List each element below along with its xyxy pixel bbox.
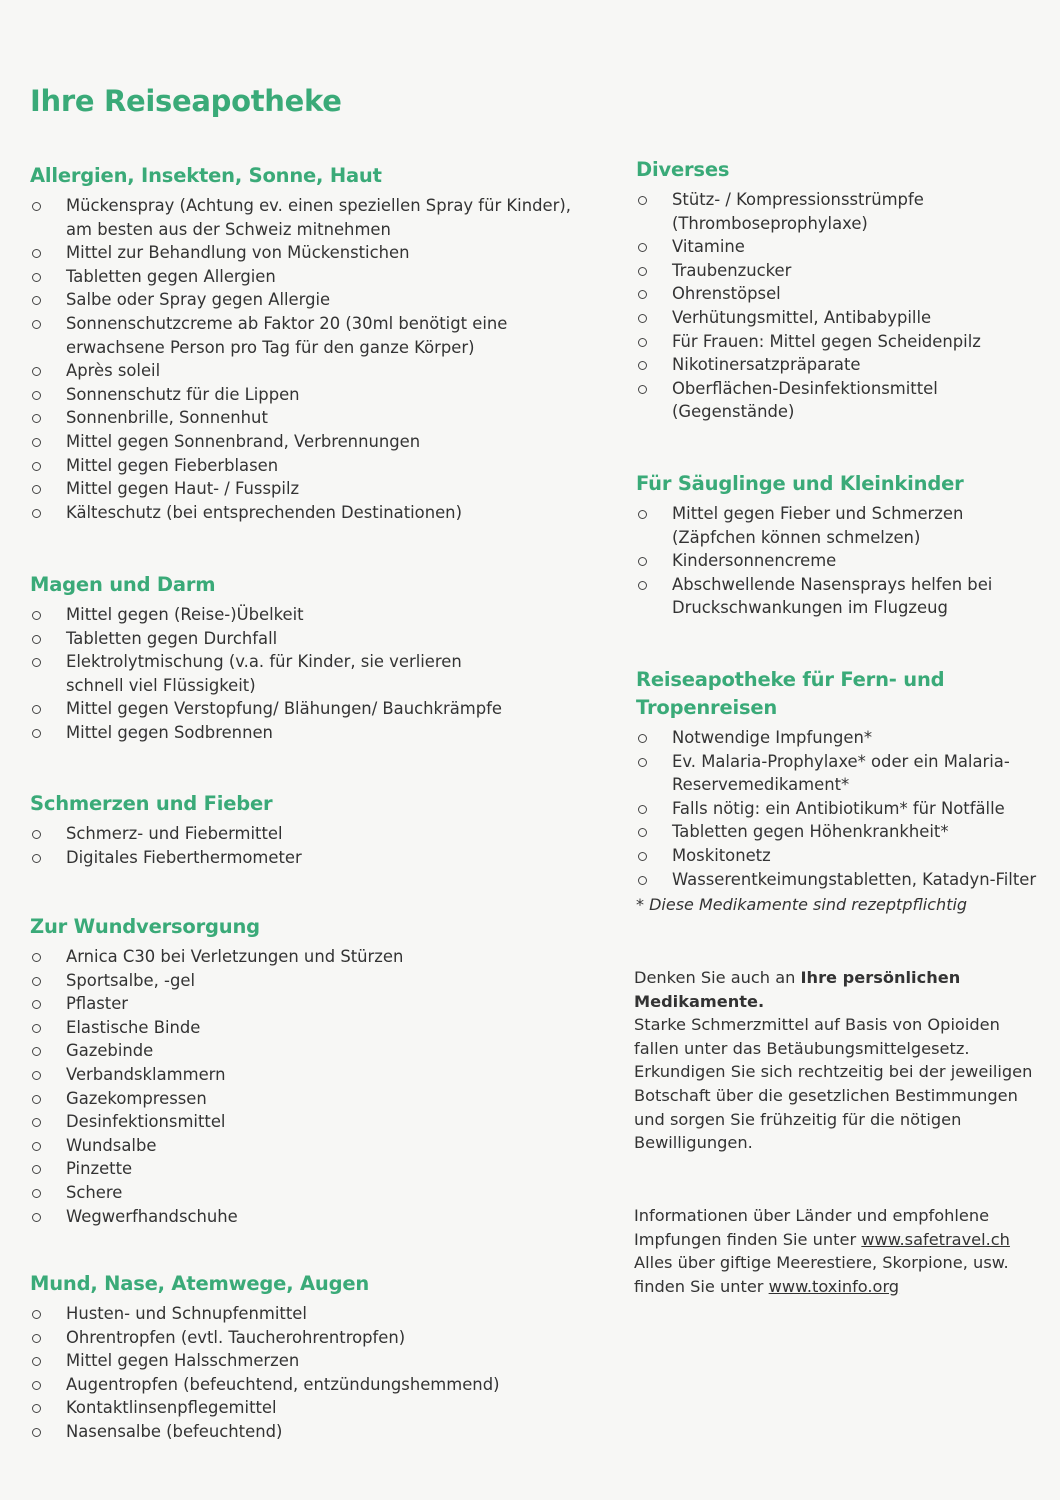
list-item-text: Vitamine [672, 237, 745, 257]
list-item-text: Reservemedikament* [672, 775, 850, 795]
list-item [30, 454, 590, 478]
list-item [30, 650, 590, 697]
circle-bullet-icon [32, 611, 41, 620]
personal-body-3: Botschaft über die gesetzlichen Bestimmungen [634, 1085, 1018, 1105]
list-item [30, 383, 590, 407]
circle-bullet-icon [32, 391, 41, 400]
list-item [30, 1326, 590, 1350]
list-item [30, 1373, 590, 1397]
list-item [30, 1396, 590, 1420]
circle-bullet-icon [32, 509, 41, 518]
list-item-text: Desinfektionsmittel [66, 1112, 226, 1132]
personal-body-5: Bewilligungen. [634, 1133, 753, 1153]
list-item [30, 1157, 590, 1181]
circle-bullet-icon [32, 462, 41, 471]
list-item-text: Kindersonnencreme [672, 551, 837, 571]
list-item [636, 306, 1046, 330]
list-item [636, 844, 1046, 868]
section-heading-line: Diverses [636, 158, 730, 181]
circle-bullet-icon [32, 1310, 41, 1319]
circle-bullet-icon [32, 1189, 41, 1198]
personal-body-1: fallen unter das Betäubungsmittelgesetz. [634, 1038, 970, 1058]
list-item [30, 265, 590, 289]
info-line-4-text: finden Sie unter [634, 1276, 769, 1296]
list-item-text: Kontaktlinsenpflegemittel [66, 1398, 277, 1418]
personal-line-1-text: Denken Sie auch an [634, 968, 801, 987]
list-item-text: Abschwellende Nasensprays helfen bei [672, 574, 993, 594]
circle-bullet-icon [32, 1381, 41, 1390]
list-item [30, 1134, 590, 1158]
circle-bullet-icon [32, 658, 41, 667]
list-item-text: Nikotinersatzpräparate [672, 355, 861, 375]
list-item-text: erwachsene Person pro Tag für den ganze Körper) [66, 337, 475, 357]
list-item-text: Tabletten gegen Durchfall [66, 628, 278, 648]
list-item [636, 502, 1046, 549]
list-item [30, 603, 590, 627]
list-item-text: Traubenzucker [672, 260, 792, 280]
personal-body-4: und sorgen Sie frühzeitig für die nötigen [634, 1109, 962, 1129]
list-item-text: Mittel gegen Sodbrennen [66, 722, 273, 742]
circle-bullet-icon [638, 758, 647, 767]
circle-bullet-icon [32, 1118, 41, 1127]
list-item [30, 501, 590, 525]
list-item [30, 627, 590, 651]
list-item [30, 430, 590, 454]
circle-bullet-icon [638, 876, 647, 885]
personal-body-0: Starke Schmerzmittel auf Basis von Opioiden [634, 1015, 1000, 1035]
circle-bullet-icon [32, 1024, 41, 1033]
list-item [636, 188, 1046, 235]
list-item [30, 969, 590, 993]
list-item [636, 797, 1046, 821]
list-item [30, 406, 590, 430]
section-heading-line: Mund, Nase, Atemwege, Augen [30, 1272, 370, 1295]
personal-body-2: Erkundigen Sie sich rechtzeitig bei der jeweiligen [634, 1062, 1033, 1082]
circle-bullet-icon [32, 1165, 41, 1174]
personal-line-1 [634, 966, 1044, 990]
list-item [30, 477, 590, 501]
section-heading-line: Schmerzen und Fieber [30, 792, 273, 815]
circle-bullet-icon [638, 805, 647, 814]
list-item [30, 822, 590, 846]
item-list [30, 603, 590, 745]
list-item [30, 194, 590, 241]
item-list [636, 188, 1046, 424]
list-item [30, 846, 590, 870]
list-item [636, 573, 1046, 620]
list-item-text: Sportsalbe, -gel [66, 970, 196, 990]
circle-bullet-icon [32, 854, 41, 863]
list-item-text: Salbe oder Spray gegen Allergie [66, 290, 331, 310]
list-item [636, 282, 1046, 306]
section-heading [636, 156, 1046, 184]
list-item-text: (Zäpfchen können schmelzen) [672, 527, 921, 547]
list-item [30, 721, 590, 745]
list-item-text: Falls nötig: ein Antibiotikum* für Notfälle [672, 798, 1005, 818]
list-item-text: Gazebinde [66, 1041, 154, 1061]
list-item [636, 820, 1046, 844]
list-item [30, 1087, 590, 1111]
section-heading-line: Allergien, Insekten, Sonne, Haut [30, 164, 382, 187]
list-item-text: Mückenspray (Achtung ev. einen speziellen Spray für Kinder), [66, 196, 571, 215]
list-item [636, 330, 1046, 354]
personal-medication-note [634, 966, 1044, 1155]
list-item-text: Mittel gegen Verstopfung/ Blähungen/ Bauchkrämpfe [66, 699, 503, 719]
list-item-text: Mittel zur Behandlung von Mückenstichen [66, 243, 410, 263]
circle-bullet-icon [32, 1071, 41, 1080]
list-item-text: Augentropfen (befeuchtend, entzündungshemmend) [66, 1374, 500, 1394]
list-item [30, 1110, 590, 1134]
toxinfo-link[interactable]: www.toxinfo.org [768, 1276, 900, 1296]
info-line-2-text: Impfungen finden Sie unter [634, 1229, 862, 1249]
list-item-text: Elektrolytmischung (v.a. für Kinder, sie verlieren [66, 652, 462, 672]
section-magen-darm [30, 571, 590, 745]
list-item-text: Mittel gegen Haut- / Fusspilz [66, 479, 300, 499]
list-item [30, 1302, 590, 1326]
page-title: Ihre Reiseapotheke [30, 84, 342, 118]
section-heading-line: Tropenreisen [636, 696, 778, 719]
personal-line-2: Medikamente. [634, 991, 765, 1011]
circle-bullet-icon [638, 852, 647, 861]
list-item [636, 549, 1046, 573]
section-heading [636, 470, 1046, 498]
circle-bullet-icon [638, 196, 647, 205]
info-line-4 [634, 1275, 1044, 1299]
circle-bullet-icon [32, 705, 41, 714]
list-item-text: Notwendige Impfungen* [672, 728, 873, 747]
circle-bullet-icon [32, 1357, 41, 1366]
circle-bullet-icon [32, 729, 41, 738]
circle-bullet-icon [32, 249, 41, 258]
list-item-text: Moskitonetz [672, 845, 771, 865]
list-item-text: (Gegenstände) [672, 402, 795, 422]
item-list [636, 502, 1046, 620]
list-item [636, 259, 1046, 283]
list-item-text: Schmerz- und Fiebermittel [66, 824, 283, 843]
circle-bullet-icon [32, 977, 41, 986]
circle-bullet-icon [32, 414, 41, 423]
prescription-note: * Diese Medikamente sind rezeptpflichtig [636, 895, 968, 915]
circle-bullet-icon [638, 243, 647, 252]
list-item-text: Après soleil [66, 361, 161, 381]
list-item-text: Kälteschutz (bei entsprechenden Destinationen) [66, 502, 462, 522]
circle-bullet-icon [32, 438, 41, 447]
list-item [636, 235, 1046, 259]
list-item-text: Nasensalbe (befeuchtend) [66, 1421, 283, 1441]
circle-bullet-icon [638, 267, 647, 276]
list-item-text: Mittel gegen Halsschmerzen [66, 1351, 300, 1371]
list-item [30, 1039, 590, 1063]
circle-bullet-icon [638, 361, 647, 370]
list-item [30, 697, 590, 721]
list-item-text: Wegwerfhandschuhe [66, 1206, 238, 1226]
section-wundversorgung [30, 913, 590, 1228]
list-item [30, 1349, 590, 1373]
personal-line-1-bold: Ihre persönlichen [800, 968, 961, 987]
list-item-text: Tabletten gegen Allergien [66, 266, 276, 286]
circle-bullet-icon [32, 1213, 41, 1222]
list-item-text: Mittel gegen (Reise-)Übelkeit [66, 605, 304, 624]
list-item-text: Mittel gegen Fieberblasen [66, 455, 279, 475]
list-item-text: Husten- und Schnupfenmittel [66, 1304, 307, 1323]
section-heading [30, 1270, 590, 1298]
list-item-text: Ev. Malaria-Prophylaxe* oder ein Malaria- [672, 751, 1010, 771]
list-item [30, 1420, 590, 1444]
list-item-text: Wasserentkeimungstabletten, Katadyn-Filter [672, 869, 1037, 889]
circle-bullet-icon [32, 367, 41, 376]
list-item-text: Sonnenbrille, Sonnenhut [66, 408, 268, 428]
section-heading-line: Magen und Darm [30, 573, 216, 596]
section-heading [30, 162, 590, 190]
list-item-text: Druckschwankungen im Flugzeug [672, 598, 948, 618]
circle-bullet-icon [32, 320, 41, 329]
list-item-text: Wundsalbe [66, 1135, 157, 1155]
section-heading [30, 571, 590, 599]
circle-bullet-icon [32, 1047, 41, 1056]
circle-bullet-icon [32, 296, 41, 305]
circle-bullet-icon [638, 581, 647, 590]
list-item [636, 353, 1046, 377]
circle-bullet-icon [32, 202, 41, 211]
section-fernreisen [636, 666, 1046, 917]
list-item-text: Oberflächen-Desinfektionsmittel [672, 378, 938, 398]
list-item-text: Ohrentropfen (evtl. Taucherohrentropfen) [66, 1327, 406, 1347]
list-item-text: Arnica C30 bei Verletzungen und Stürzen [66, 947, 404, 966]
list-item-text: (Thromboseprophylaxe) [672, 213, 868, 233]
section-heading [636, 666, 1046, 722]
list-item-text: Sonnenschutzcreme ab Faktor 20 (30ml benötigt eine [66, 313, 508, 333]
circle-bullet-icon [32, 1428, 41, 1437]
list-item [30, 241, 590, 265]
list-item [636, 726, 1046, 750]
circle-bullet-icon [32, 953, 41, 962]
list-item [636, 750, 1046, 797]
item-list [30, 822, 590, 869]
circle-bullet-icon [638, 385, 647, 394]
section-heading-line: Zur Wundversorgung [30, 915, 260, 938]
circle-bullet-icon [32, 1095, 41, 1104]
list-item-text: Stütz- / Kompressionsstrümpfe [672, 190, 924, 209]
item-list [30, 945, 590, 1228]
section-heading-line: Für Säuglinge und Kleinkinder [636, 472, 964, 495]
info-line-3: Alles über giftige Meerestiere, Skorpione, usw. [634, 1253, 1009, 1273]
list-item-text: Tabletten gegen Höhenkrankheit* [672, 822, 949, 842]
list-item-text: Ohrenstöpsel [672, 284, 781, 304]
list-item-text: Verbandsklammern [66, 1064, 226, 1084]
list-item-text: Pinzette [66, 1159, 133, 1179]
list-item [30, 1016, 590, 1040]
circle-bullet-icon [638, 557, 647, 566]
item-list [30, 194, 590, 524]
circle-bullet-icon [32, 1404, 41, 1413]
list-item-text: Pflaster [66, 994, 129, 1014]
item-list [636, 726, 1046, 891]
list-item-text: Elastische Binde [66, 1017, 201, 1037]
list-item-text: Sonnenschutz für die Lippen [66, 384, 300, 404]
circle-bullet-icon [32, 830, 41, 839]
list-item [636, 377, 1046, 424]
info-line-1: Informationen über Länder und empfohlene [634, 1206, 990, 1225]
circle-bullet-icon [32, 1142, 41, 1151]
list-item [30, 359, 590, 383]
section-heading [30, 790, 590, 818]
circle-bullet-icon [638, 290, 647, 299]
list-item [30, 288, 590, 312]
circle-bullet-icon [638, 314, 647, 323]
list-item [30, 992, 590, 1016]
section-schmerzen-fieber [30, 790, 590, 869]
list-item-text: Mittel gegen Fieber und Schmerzen [672, 504, 964, 523]
list-item [30, 312, 590, 359]
list-item [30, 1063, 590, 1087]
section-heading [30, 913, 590, 941]
circle-bullet-icon [32, 635, 41, 644]
list-item-text: Verhütungsmittel, Antibabypille [672, 307, 932, 327]
circle-bullet-icon [638, 510, 647, 519]
list-item-text: Für Frauen: Mittel gegen Scheidenpilz [672, 331, 981, 351]
circle-bullet-icon [638, 338, 647, 347]
section-mund-nase [30, 1270, 590, 1444]
list-item-text: Gazekompressen [66, 1088, 207, 1108]
circle-bullet-icon [32, 485, 41, 494]
safetravel-link[interactable]: www.safetravel.ch [861, 1229, 1010, 1249]
list-item [30, 1181, 590, 1205]
circle-bullet-icon [638, 734, 647, 743]
list-item [636, 868, 1046, 892]
list-item-text: am besten aus der Schweiz mitnehmen [66, 219, 391, 239]
circle-bullet-icon [32, 273, 41, 282]
circle-bullet-icon [638, 828, 647, 837]
section-saeuglinge [636, 470, 1046, 620]
section-allergien [30, 162, 590, 524]
circle-bullet-icon [32, 1334, 41, 1343]
list-item-text: Digitales Fieberthermometer [66, 847, 302, 867]
info-line-2 [634, 1228, 1044, 1252]
list-item-text: Schere [66, 1182, 123, 1202]
list-item [30, 1205, 590, 1229]
list-item [30, 945, 590, 969]
item-list [30, 1302, 590, 1444]
circle-bullet-icon [32, 1000, 41, 1009]
info-note [634, 1204, 1044, 1298]
list-item-text: Mittel gegen Sonnenbrand, Verbrennungen [66, 431, 421, 451]
list-item-text: schnell viel Flüssigkeit) [66, 675, 256, 695]
section-diverses [636, 156, 1046, 424]
section-heading-line: Reiseapotheke für Fern- und [636, 668, 945, 691]
